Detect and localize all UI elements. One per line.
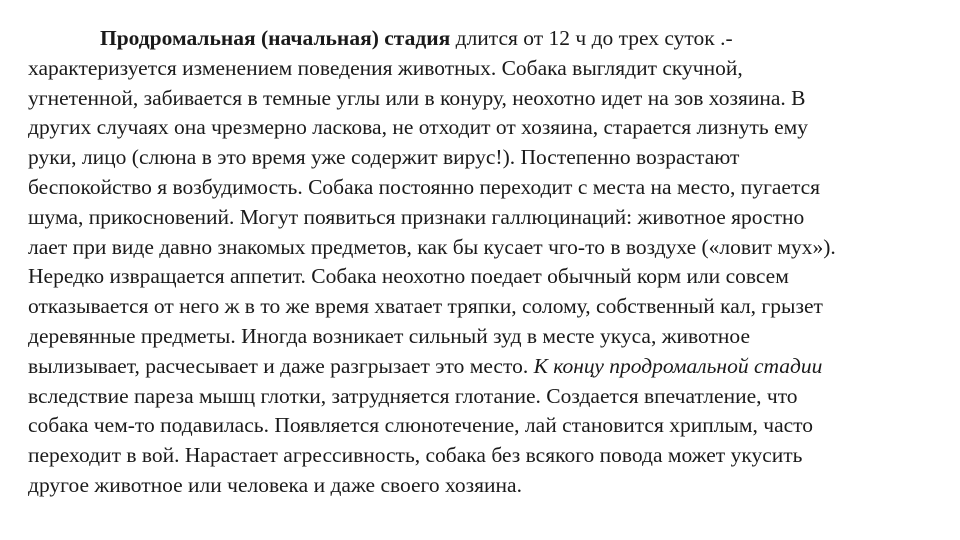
text-line-14: переходит в вой. Нарастает агрессивность, собака без всякого повода может укусить [28,443,803,468]
text-line-0 [28,24,960,54]
text-line-5: беспокойство я возбудимость. Собака постоянно переходит с места на место, пугается [28,174,821,199]
stage-heading: Продромальная (начальная) стадия [100,26,451,50]
text-line-10: деревянные предметы. Иногда возникает сильный зуд в месте укуса, животное [28,323,750,348]
text-line-2: угнетенной, забивается в темные углы или в конуру, неохотно идет на зов хозяина. В [28,85,806,110]
text-line-13: собака чем-то подавилась. Появляется слюнотечение, лай становится хриплым, часто [28,413,814,438]
text-line-6: шума, прикосновений. Могут появиться признаки галлюцинаций: животное яростно [28,204,805,229]
text-line-11 [28,352,960,382]
text-paragraph [28,24,960,501]
text-line-0-rest: длится от 12 ч до трех суток .- [450,26,733,50]
text-line-7: лает при виде давно знакомых предметов, как бы кусает чго-то в воздухе («ловит мух»). [28,234,836,259]
text-line-8: Нередко извращается аппетит. Собака неохотно поедает обычный корм или совсем [28,264,789,289]
text-line-1: характеризуется изменением поведения животных. Собака выглядит скучной, [28,55,743,80]
text-line-3: других случаях она чрезмерно ласкова, не отходит от хозяина, старается лизнуть ему [28,115,809,140]
text-line-11-start: вылизывает, расчесывает и даже разгрызает это место. [28,353,534,378]
text-line-12: вследствие пареза мышц глотки, затрудняется глотание. Создается впечатление, что [28,383,798,408]
text-line-9: отказывается от него ж в то же время хватает тряпки, солому, собственный кал, грызет [28,294,823,319]
italic-phrase: К концу продромальной стадии [533,353,823,378]
text-line-4: руки, лицо (слюна в это время уже содержит вирус!). Постепенно возрастают [28,145,740,170]
text-line-15: другое животное или человека и даже своего хозяина. [28,472,522,497]
